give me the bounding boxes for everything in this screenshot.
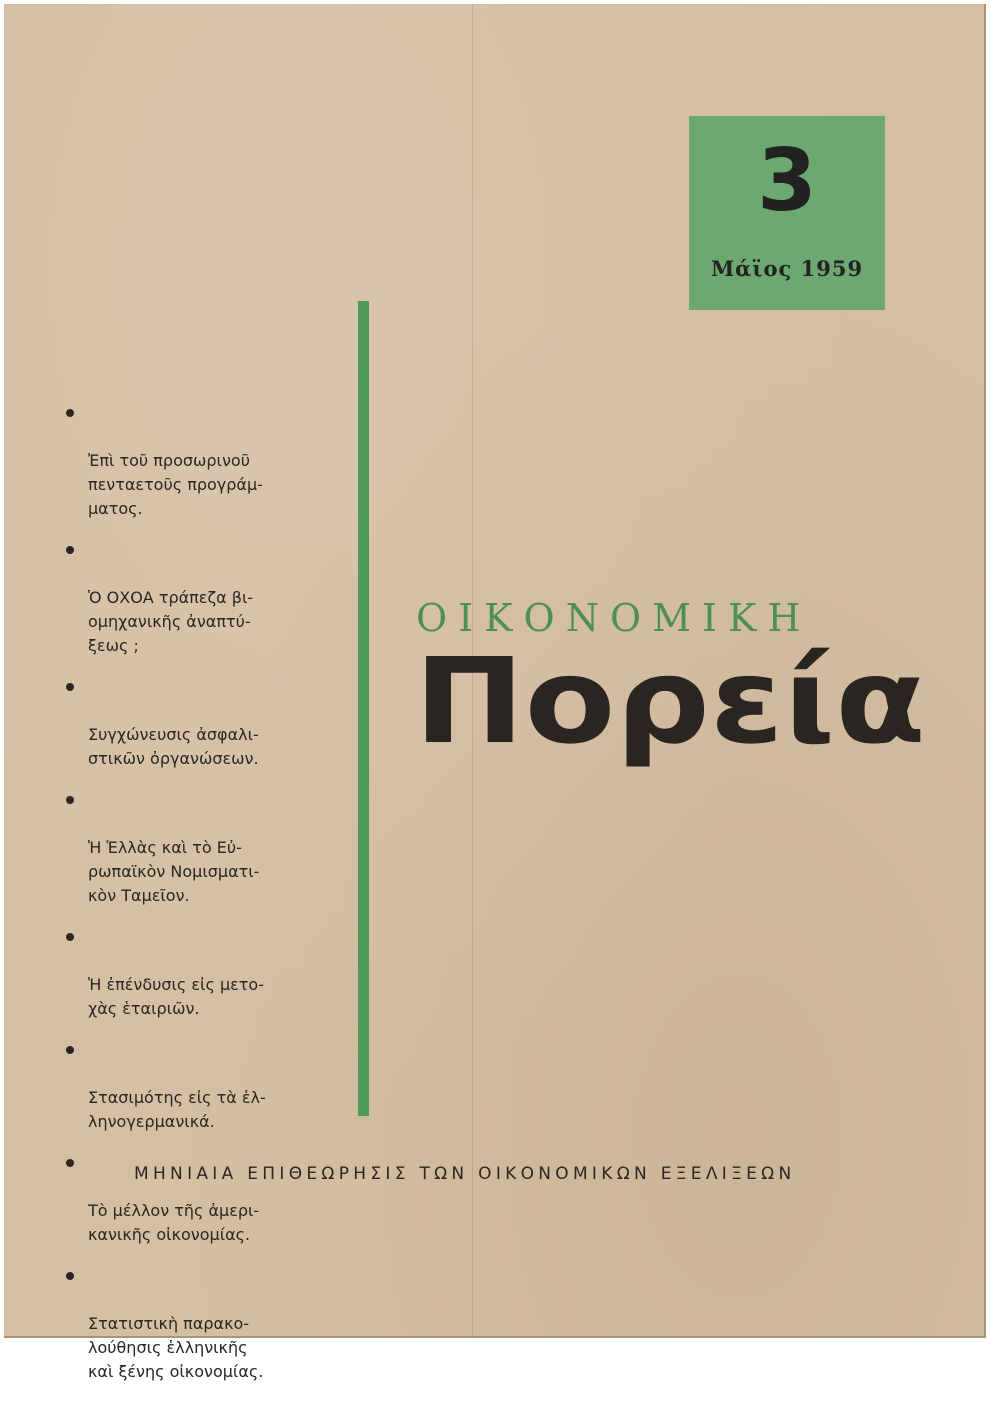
bullet-icon	[66, 1272, 74, 1280]
bullet-icon	[66, 683, 74, 691]
contents-item	[58, 675, 348, 771]
contents-item-text: Ὁ ΟΧΟΑ τράπεζα βι- ομηχανικῆς ἀναπτύ- ξεως ;	[88, 588, 254, 655]
bullet-icon	[66, 796, 74, 804]
vertical-green-rule	[358, 301, 369, 1116]
contents-item	[58, 401, 348, 521]
contents-item-text: Ἡ Ἑλλὰς καὶ τὸ Εὐ- ρωπαϊκὸν Νομισματι- κὸν Ταμεῖον.	[88, 838, 260, 905]
contents-item-text: Στασιμότης εἰς τὰ ἑλ- ληνογερμανικά.	[88, 1088, 266, 1131]
bullet-icon	[66, 546, 74, 554]
contents-item-text: Ἡ ἐπένδυσις εἰς μετο- χὰς ἑταιριῶν.	[88, 975, 264, 1018]
contents-item	[58, 925, 348, 1021]
contents-item	[58, 538, 348, 658]
contents-item	[58, 1038, 348, 1134]
issue-badge	[689, 116, 885, 310]
masthead-kicker: ΟΙΚΟΝΟΜΙΚΗ	[416, 596, 812, 640]
bullet-icon	[66, 933, 74, 941]
contents-item-text: Ἐπὶ τοῦ προσωρινοῦ πενταετοῦς προγράμ- ματος.	[88, 451, 263, 518]
cover-tagline: ΜΗΝΙΑΙΑ ΕΠΙΘΕΩΡΗΣΙΣ ΤΩΝ ΟΙΚΟΝΟΜΙΚΩΝ ΕΞΕΛΙΞΕΩΝ	[134, 1164, 796, 1184]
contents-item	[58, 1264, 348, 1384]
magazine-cover	[4, 4, 986, 1381]
contents-item-text: Στατιστικὴ παρακο- λούθησις ἑλληνικῆς καὶ ξένης οἰκονομίας.	[88, 1314, 264, 1381]
contents-list	[58, 401, 348, 1401]
contents-item-text: Συγχώνευσις ἀσφαλι- στικῶν ὀργανώσεων.	[88, 725, 259, 768]
bullet-icon	[66, 409, 74, 417]
issue-date: Μάϊος 1959	[710, 256, 864, 281]
masthead-title: Πορεία	[414, 632, 926, 770]
bullet-icon	[66, 1159, 74, 1167]
bullet-icon	[66, 1046, 74, 1054]
contents-item-text: Τὸ μέλλον τῆς ἀμερι- κανικῆς οἰκονομίας.	[88, 1201, 260, 1244]
issue-number: 3	[757, 131, 817, 231]
contents-item	[58, 788, 348, 908]
